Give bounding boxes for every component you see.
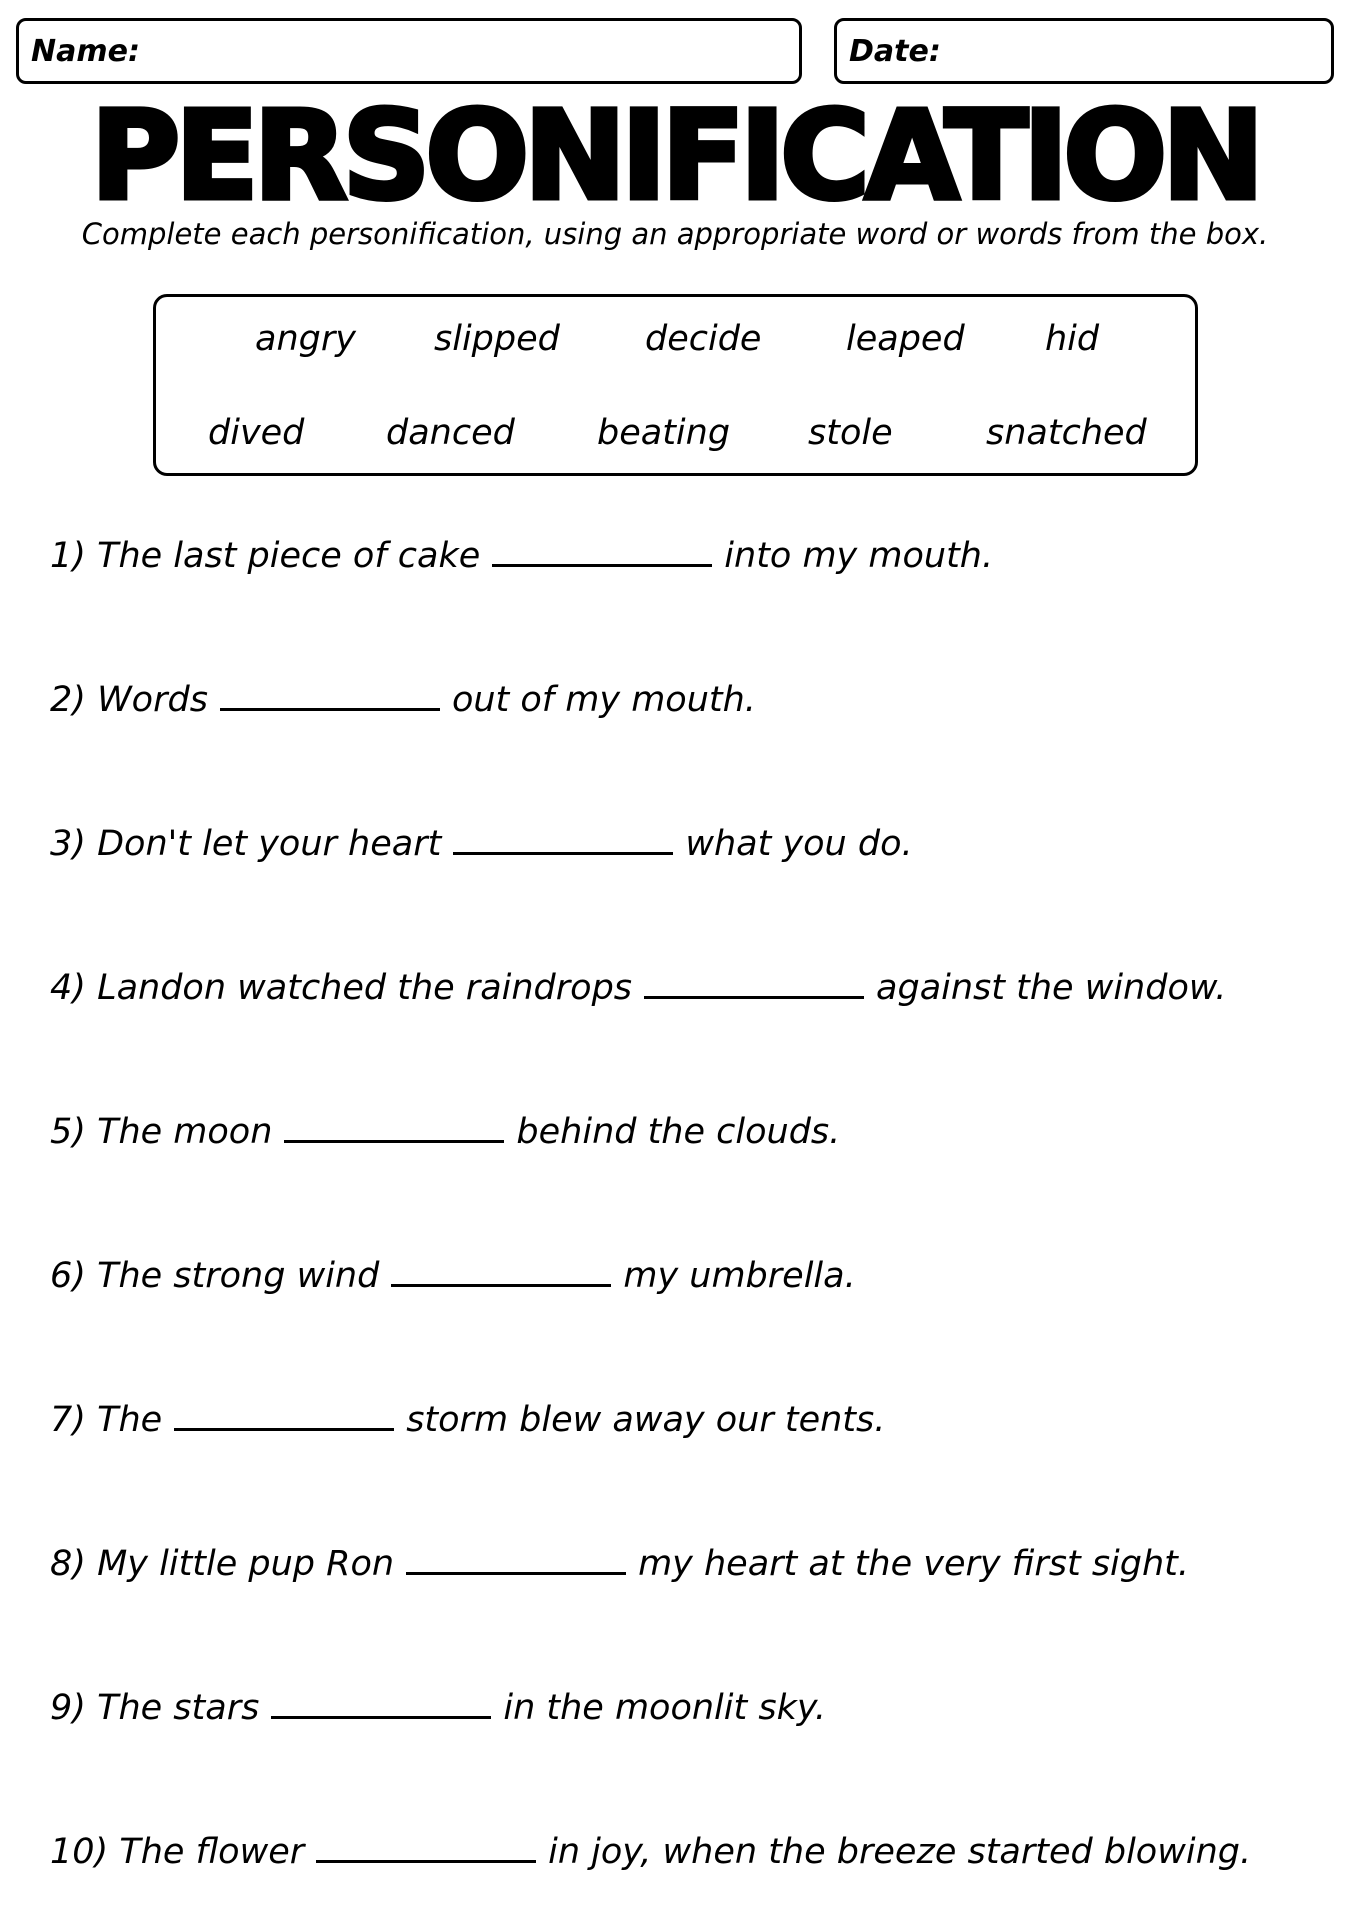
question-9	[50, 1684, 1330, 1732]
page-title: PERSONIFICATION	[90, 85, 1260, 227]
question-text-after: my heart at the very first sight.	[638, 1544, 1190, 1584]
question-number: 5)	[50, 1112, 86, 1152]
question-number: 6)	[50, 1256, 86, 1296]
word-dived: dived	[208, 413, 305, 453]
answer-blank[interactable]	[453, 825, 673, 855]
word-danced: danced	[386, 413, 515, 453]
date-label: Date:	[849, 33, 941, 69]
question-text-after: against the window.	[876, 968, 1227, 1008]
question-text-after: in the moonlit sky.	[503, 1688, 826, 1728]
question-number: 2)	[50, 680, 86, 720]
question-3	[50, 820, 1330, 868]
word-hid: hid	[1045, 319, 1100, 359]
question-text-before: The strong wind	[97, 1256, 380, 1296]
answer-blank[interactable]	[492, 537, 712, 567]
answer-blank[interactable]	[271, 1689, 491, 1719]
question-text-before: The	[97, 1400, 163, 1440]
question-text-after: into my mouth.	[724, 536, 994, 576]
word-slipped: slipped	[434, 319, 560, 359]
question-8	[50, 1540, 1330, 1588]
question-text-before: Words	[97, 680, 208, 720]
question-2	[50, 676, 1330, 724]
question-number: 8)	[50, 1544, 86, 1584]
question-5	[50, 1108, 1330, 1156]
instructions: Complete each personification, using an appropriate word or words from the box.	[81, 217, 1269, 251]
question-text-after: what you do.	[685, 824, 913, 864]
word-angry: angry	[255, 319, 356, 359]
question-text-before: The moon	[97, 1112, 273, 1152]
question-text-before: The flower	[119, 1832, 305, 1872]
question-number: 3)	[50, 824, 86, 864]
answer-blank[interactable]	[220, 681, 440, 711]
question-4	[50, 964, 1330, 1012]
word-beating: beating	[597, 413, 731, 453]
word-decide: decide	[645, 319, 762, 359]
answer-blank[interactable]	[284, 1113, 504, 1143]
word-stole: stole	[808, 413, 893, 453]
answer-blank[interactable]	[644, 969, 864, 999]
word-leaped: leaped	[846, 319, 965, 359]
question-6	[50, 1252, 1330, 1300]
question-number: 10)	[50, 1832, 109, 1872]
question-text-after: my umbrella.	[623, 1256, 856, 1296]
question-number: 4)	[50, 968, 86, 1008]
question-text-before: Don't let your heart	[97, 824, 442, 864]
answer-blank[interactable]	[406, 1545, 626, 1575]
question-text-after: storm blew away our tents.	[406, 1400, 886, 1440]
question-text-after: out of my mouth.	[451, 680, 756, 720]
answer-blank[interactable]	[174, 1401, 394, 1431]
word-snatched: snatched	[986, 413, 1147, 453]
question-number: 9)	[50, 1688, 86, 1728]
date-field[interactable]	[834, 18, 1334, 84]
question-text-before: Landon watched the raindrops	[97, 968, 633, 1008]
name-label: Name:	[31, 33, 140, 69]
question-number: 7)	[50, 1400, 86, 1440]
name-field[interactable]	[16, 18, 802, 84]
question-text-after: in joy, when the breeze started blowing.	[548, 1832, 1252, 1872]
word-box	[153, 294, 1198, 476]
question-text-before: The last piece of cake	[97, 536, 481, 576]
question-number: 1)	[50, 536, 86, 576]
question-text-before: My little pup Ron	[97, 1544, 395, 1584]
question-text-before: The stars	[97, 1688, 260, 1728]
question-1	[50, 532, 1330, 580]
answer-blank[interactable]	[316, 1833, 536, 1863]
question-10	[50, 1828, 1330, 1876]
answer-blank[interactable]	[391, 1257, 611, 1287]
question-text-after: behind the clouds.	[516, 1112, 841, 1152]
question-7	[50, 1396, 1330, 1444]
